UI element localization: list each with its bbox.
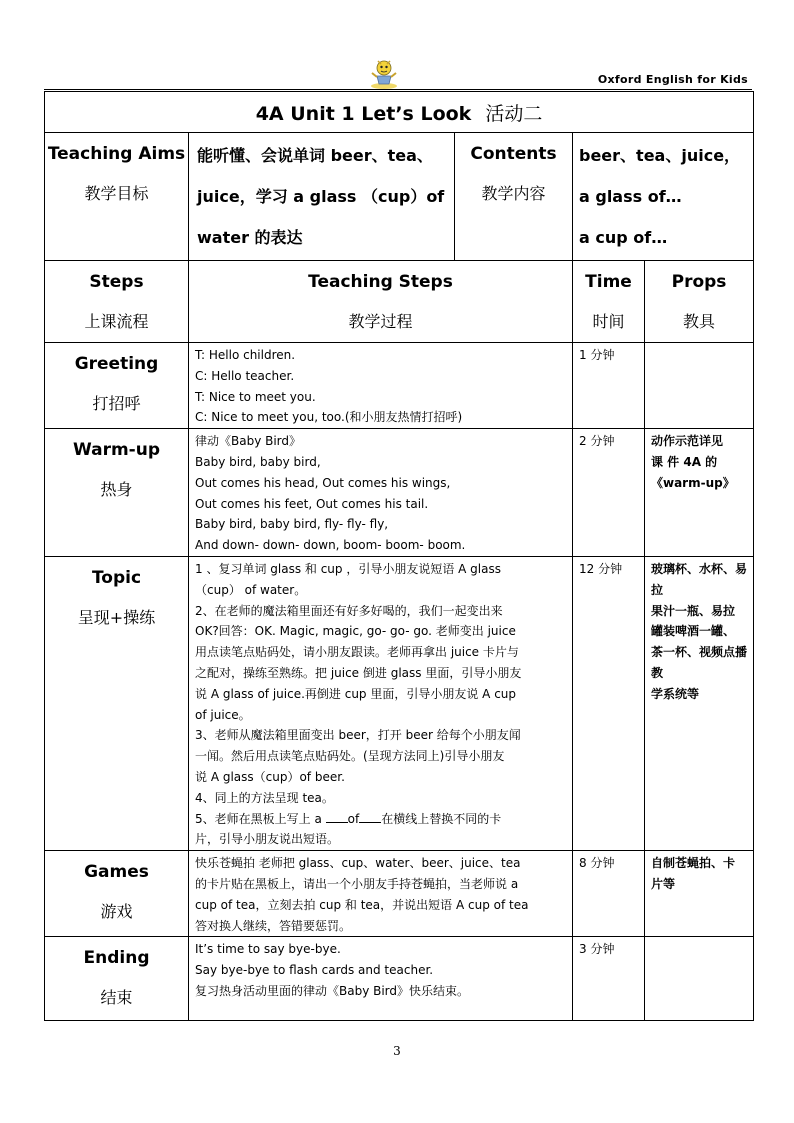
- teaching-line: 用点读笔点贴码处，请小朋友跟读。老师再拿出 juice 卡片与: [195, 645, 519, 660]
- teaching-steps-cell: [189, 556, 573, 850]
- teaching-line: （cup） of water。: [195, 582, 307, 597]
- aims-line-2: juice，学习 a glass （cup）of: [197, 187, 445, 206]
- teaching-line: 复习热身活动里面的律动《Baby Bird》快乐结束。: [195, 983, 470, 998]
- contents-text-cell: [573, 133, 754, 261]
- blank-line: [359, 810, 381, 823]
- teaching-line: Say bye-bye to flash cards and teacher.: [195, 963, 434, 978]
- step-name-cn: 呈现+操练: [77, 607, 156, 627]
- props-line: 果汁一瓶、易拉: [651, 603, 736, 618]
- props-line: 自制苍蝇拍、卡: [651, 856, 736, 871]
- steps-header: [45, 261, 189, 343]
- time-cell: 12 分钟: [573, 556, 645, 850]
- time-header-cn: 时间: [592, 312, 625, 331]
- aims-label-cn: 教学目标: [84, 184, 149, 203]
- lesson-title-en: 4A Unit 1 Let’s Look: [255, 102, 472, 125]
- teaching-line: 2、在老师的魔法箱里面还有好多好喝的，我们一起变出来: [195, 603, 503, 618]
- teaching-line-part: 在横线上替换不同的卡: [381, 811, 502, 826]
- props-cell: [645, 851, 754, 937]
- teaching-line: 片，引导小朋友说出短语。: [195, 832, 340, 847]
- teaching-line: 说 A glass of juice.再倒进 cup 里面，引导小朋友说 A cup: [195, 686, 517, 701]
- props-line: 罐装啤酒一罐、: [651, 624, 736, 639]
- step-name-cn: 热身: [100, 480, 133, 500]
- teaching-line: 快乐苍蝇拍 老师把 glass、cup、water、beer、juice、tea: [195, 856, 521, 871]
- teaching-steps-header-cn: 教学过程: [348, 312, 413, 331]
- teaching-line: 一闻。然后用点读笔点贴码处。(呈现方法同上)引导小朋友: [195, 749, 505, 764]
- blank-line: [326, 810, 348, 823]
- header-rule: [44, 89, 752, 90]
- aims-row: [45, 133, 754, 261]
- teaching-line: [195, 809, 570, 830]
- contents-label-cell: [455, 133, 573, 261]
- step-cell: [45, 556, 189, 850]
- teaching-steps-cell: [189, 429, 573, 557]
- step-cell: [45, 343, 189, 429]
- lesson-plan-table: [44, 91, 754, 1021]
- contents-label-en: Contents: [470, 144, 557, 164]
- page-number: 3: [393, 1044, 401, 1058]
- props-cell: [645, 937, 754, 1021]
- props-line: 茶一杯、视频点播教: [651, 645, 748, 680]
- teaching-line: Out comes his feet, Out comes his tail.: [195, 496, 429, 511]
- teaching-line: cup of tea，立刻去拍 cup 和 tea，并说出短语 A cup of tea: [195, 897, 529, 912]
- teaching-line: Out comes his head, Out comes his wings,: [195, 475, 451, 490]
- teaching-steps-cell: [189, 343, 573, 429]
- teaching-line: And down- down- down, boom- boom- boom.: [195, 538, 466, 553]
- teaching-line: 1 、复习单词 glass 和 cup ，引导小朋友说短语 A glass: [195, 561, 501, 576]
- table-row: [45, 343, 754, 429]
- steps-header-cn: 上课流程: [84, 312, 149, 331]
- teaching-line: OK?回答：OK. Magic, magic, go- go- go. 老师变出 juice: [195, 624, 516, 639]
- contents-line-1: beer、tea、juice，: [579, 146, 741, 165]
- teaching-line: 3、老师从魔法箱里面变出 beer，打开 beer 给每个小朋友闻: [195, 728, 521, 743]
- teaching-line: T: Hello children.: [195, 348, 296, 362]
- step-name-en: Topic: [91, 567, 142, 588]
- step-name-cn: 打招呼: [92, 394, 141, 413]
- table-row: [45, 937, 754, 1021]
- step-cell: [45, 429, 189, 557]
- teaching-line-part: of: [347, 811, 360, 826]
- contents-label-cn: 教学内容: [481, 184, 546, 203]
- table-row: [45, 429, 754, 557]
- lesson-title-cn: 活动二: [485, 102, 543, 125]
- time-cell: 8 分钟: [573, 851, 645, 937]
- aims-label-en: Teaching Aims: [47, 144, 186, 164]
- step-name-cn: 游戏: [100, 902, 133, 922]
- teaching-line: 4、同上的方法呈现 tea。: [195, 790, 334, 805]
- props-line: 动作示范详见: [651, 434, 724, 449]
- time-cell: 2 分钟: [573, 429, 645, 557]
- aims-text-cell: [189, 133, 455, 261]
- column-header-row: [45, 261, 754, 343]
- teaching-line-part: 5、老师在黑板上写上 a: [195, 811, 326, 826]
- props-line: 学系统等: [651, 686, 700, 701]
- title-row: [45, 92, 754, 133]
- props-line: 片等: [651, 876, 676, 891]
- props-header-en: Props: [671, 272, 727, 292]
- props-header: [645, 261, 754, 343]
- teaching-steps-header: [189, 261, 573, 343]
- props-line: 课 件 4A 的: [651, 454, 718, 469]
- cartoon-mascot-logo-icon: [368, 56, 400, 90]
- step-name-en: Greeting: [74, 354, 159, 374]
- teaching-steps-cell: [189, 851, 573, 937]
- teaching-line: It’s time to say bye-bye.: [195, 942, 341, 957]
- teaching-line: of juice。: [195, 707, 251, 722]
- teaching-line: Baby bird, baby bird, fly- fly- fly,: [195, 517, 389, 532]
- table-row: [45, 851, 754, 937]
- teaching-line: 说 A glass（cup）of beer.: [195, 769, 345, 784]
- header-series-title: Oxford English for Kids: [597, 73, 748, 86]
- teaching-steps-cell: [189, 937, 573, 1021]
- aims-label-cell: [45, 133, 189, 261]
- contents-line-2: a glass of…: [579, 187, 682, 206]
- time-cell: 3 分钟: [573, 937, 645, 1021]
- props-line: 玻璃杯、水杯、易拉: [651, 561, 748, 597]
- aims-line-3: water 的表达: [197, 228, 303, 247]
- step-cell: [45, 851, 189, 937]
- lesson-title: [45, 92, 754, 133]
- steps-header-en: Steps: [89, 272, 144, 292]
- teaching-line: 律动《Baby Bird》: [195, 434, 302, 449]
- props-cell: [645, 343, 754, 429]
- teaching-line: Baby bird, baby bird,: [195, 454, 321, 469]
- table-row: [45, 556, 754, 850]
- contents-line-3: a cup of…: [579, 228, 668, 247]
- time-cell: 1 分钟: [573, 343, 645, 429]
- time-header: [573, 261, 645, 343]
- step-name-en: Games: [84, 862, 149, 883]
- props-cell: [645, 429, 754, 557]
- props-cell: [645, 556, 754, 850]
- props-header-cn: 教具: [683, 312, 716, 331]
- teaching-line: C: Nice to meet you, too.(和小朋友热情打招呼): [195, 410, 463, 425]
- time-header-en: Time: [585, 272, 632, 292]
- teaching-line: 之配对，操练至熟练。把 juice 倒进 glass 里面，引导小朋友: [195, 665, 522, 680]
- step-name-en: Ending: [83, 948, 150, 969]
- teaching-line: T: Nice to meet you.: [195, 389, 316, 404]
- props-line: 《warm-up》: [651, 475, 735, 490]
- aims-line-1: 能听懂、会说单词 beer、tea、: [197, 146, 433, 165]
- step-cell: [45, 937, 189, 1021]
- teaching-line: C: Hello teacher.: [195, 368, 295, 383]
- step-name-cn: 结束: [100, 988, 133, 1008]
- teaching-line: 的卡片贴在黑板上，请出一个小朋友手持苍蝇拍，当老师说 a: [195, 876, 519, 891]
- step-name-en: Warm-up: [72, 440, 161, 461]
- teaching-steps-header-en: Teaching Steps: [308, 272, 453, 292]
- teaching-line: 答对换人继续，答错要惩罚。: [195, 918, 352, 933]
